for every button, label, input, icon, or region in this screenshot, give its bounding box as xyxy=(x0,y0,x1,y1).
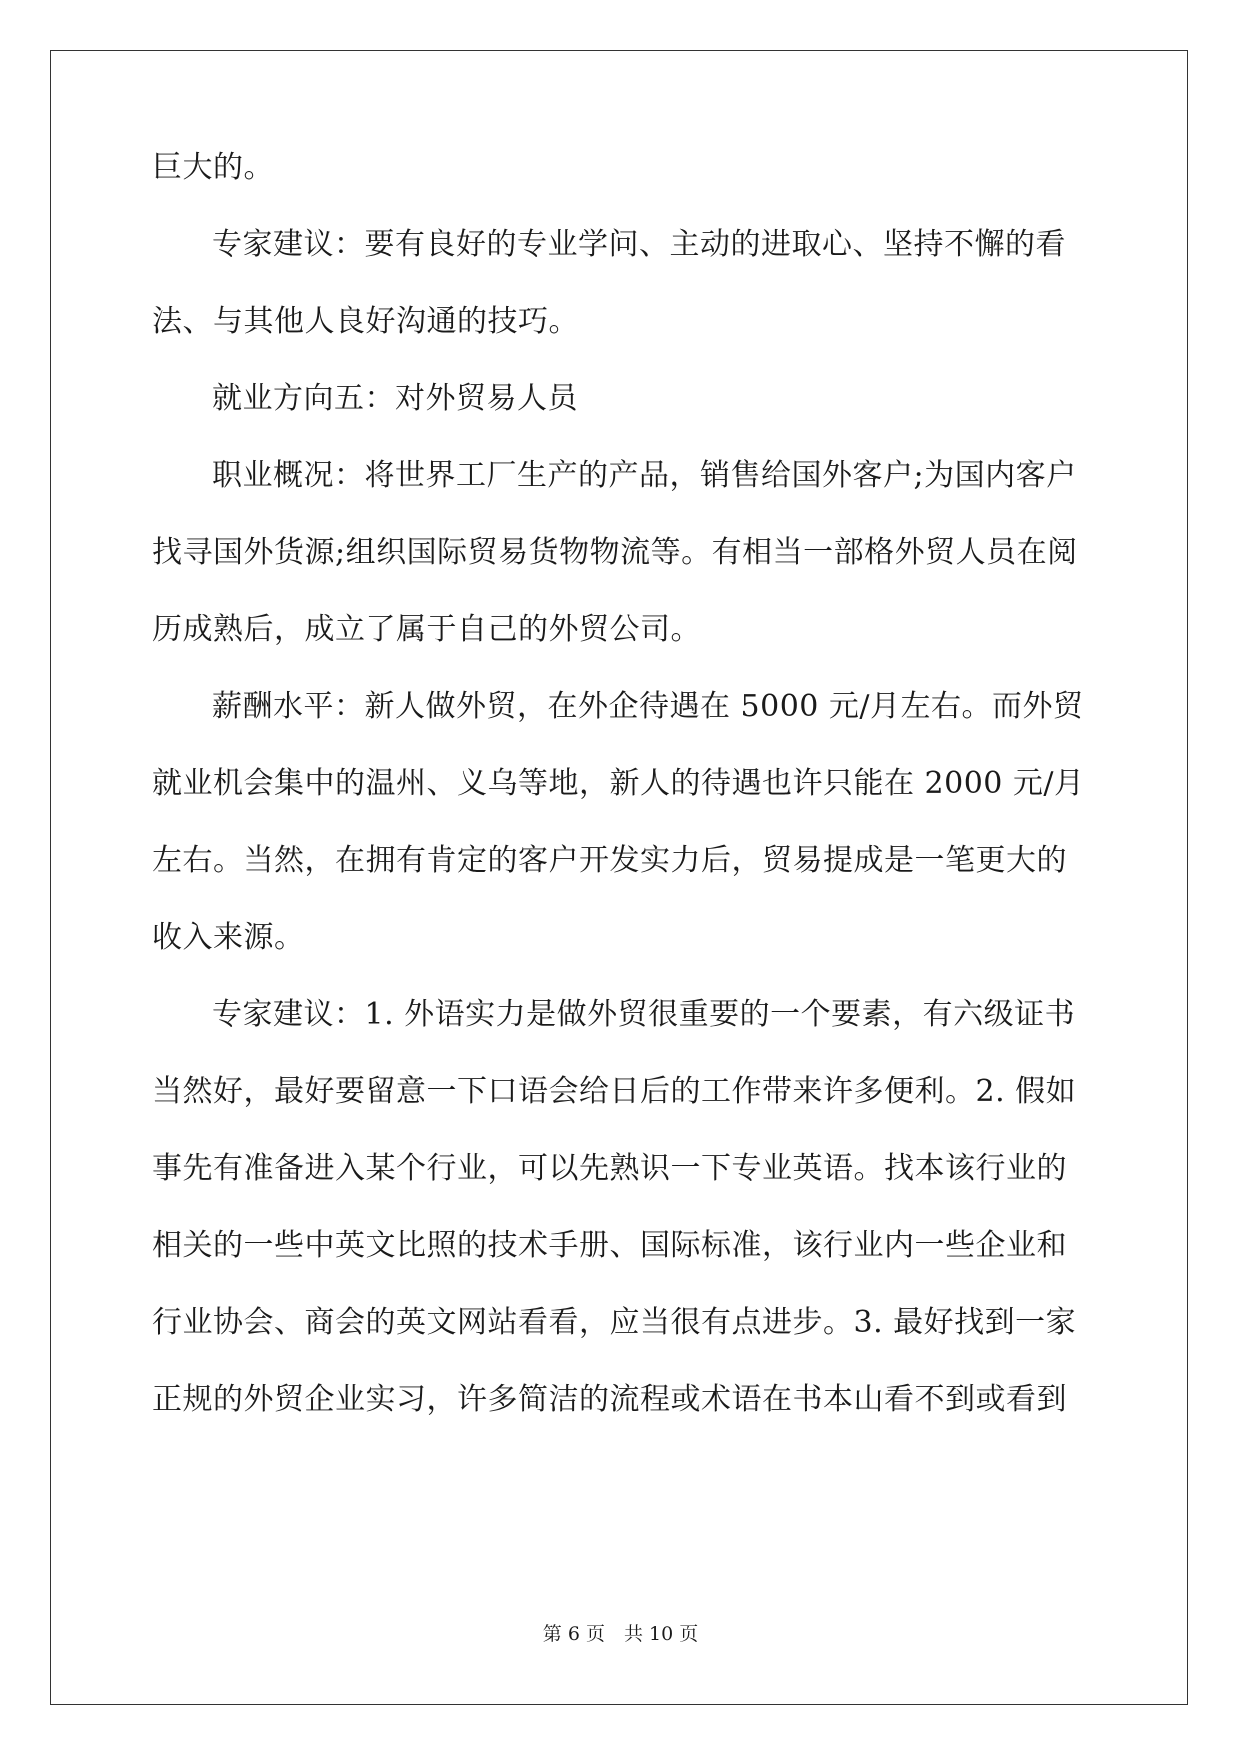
text-line: 找寻国外货源;组织国际贸易货物物流等。有相当一部格外贸人员在阅 xyxy=(152,535,1078,570)
text-line: 事先有准备进入某个行业，可以先熟识一下专业英语。找本该行业的 xyxy=(152,1151,1067,1186)
text-line: 相关的一些中英文比照的技术手册、国际标准，该行业内一些企业和 xyxy=(152,1228,1067,1263)
text-line: 法、与其他人良好沟通的技巧。 xyxy=(152,304,579,339)
paragraph-first-line: 薪酬水平：新人做外贸，在外企待遇在 5000 元/月左右。而外贸 xyxy=(212,689,1084,724)
text-line: 行业协会、商会的英文网站看看，应当很有点进步。3. 最好找到一家 xyxy=(152,1305,1077,1340)
text-line: 收入来源。 xyxy=(152,920,305,955)
text-line: 正规的外贸企业实习，许多简洁的流程或术语在书本山看不到或看到 xyxy=(152,1382,1067,1417)
section-heading: 就业方向五：对外贸易人员 xyxy=(212,381,578,416)
text-line: 巨大的。 xyxy=(152,150,274,185)
paragraph-first-line: 专家建议：要有良好的专业学问、主动的进取心、坚持不懈的看 xyxy=(212,227,1066,262)
text-line: 历成熟后，成立了属于自己的外贸公司。 xyxy=(152,612,701,647)
text-line: 就业机会集中的温州、义乌等地，新人的待遇也许只能在 2000 元/月 xyxy=(152,766,1085,801)
paragraph-first-line: 专家建议：1. 外语实力是做外贸很重要的一个要素，有六级证书 xyxy=(212,997,1076,1032)
paragraph-first-line: 职业概况：将世界工厂生产的产品，销售给国外客户;为国内客户 xyxy=(212,458,1077,493)
text-line: 当然好，最好要留意一下口语会给日后的工作带来许多便利。2. 假如 xyxy=(152,1074,1077,1109)
text-line: 左右。当然，在拥有肯定的客户开发实力后，贸易提成是一笔更大的 xyxy=(152,843,1067,878)
page-number-footer: 第 6 页 共 10 页 xyxy=(542,1623,699,1645)
